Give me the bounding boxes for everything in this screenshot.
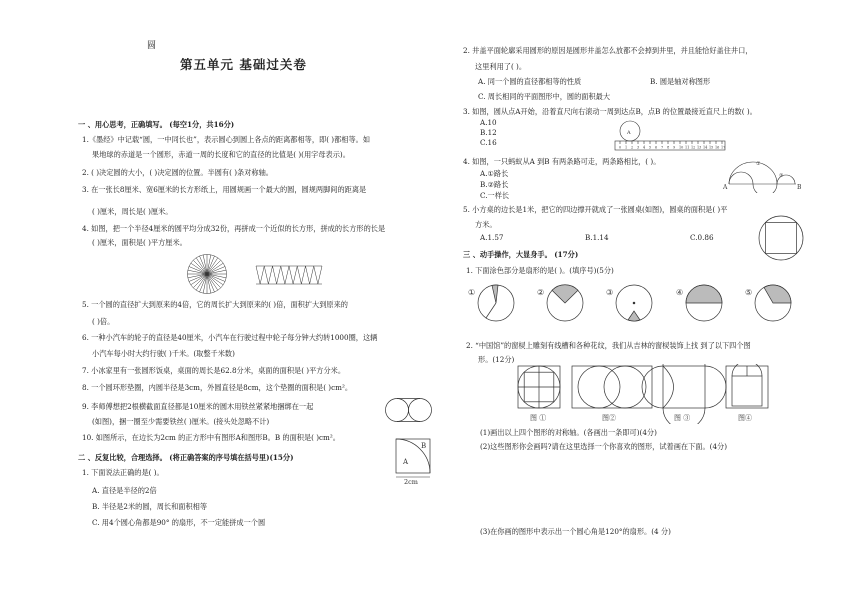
choice-2-option-c: C. 周长相同的平面图形中，圆的面积最大	[478, 92, 611, 101]
window-patterns-figure	[516, 364, 780, 424]
operation-2-sub-3: (3)在你画的图形中表示出一个圆心角是120°的扇形。(4 分)	[480, 527, 671, 536]
question-6-line-2: 小汽车每小时大约行驶( )千米。(取整千米数)	[92, 349, 235, 358]
sector-option-number: ④	[676, 288, 684, 297]
choice-1-option-b: B. 半径是2米的圆，周长和面积相等	[92, 502, 208, 511]
choice-4-option-a: A.①路长	[480, 169, 509, 178]
choice-3-stem: 3. 如图，圆从点A开始，沿着直尺向右滚动一周到达点B，点B 的位置最接近直尺上的数( )。	[463, 107, 757, 116]
question-5-line-2: ( )倍。	[92, 317, 115, 326]
choice-5-option-a: A.1.57	[480, 233, 504, 242]
question-1-line-2: 果地球的赤道是一个圆形，赤道一周的长度和它的直径的比值是( )(用字母表示)。	[92, 150, 350, 159]
ruler-tick-label: 13	[697, 145, 702, 150]
sector-option-number: ①	[468, 288, 476, 297]
section-3-heading: 三 、动手操作，大显身手。 (17分)	[463, 250, 579, 259]
sector-option-number: ③	[606, 288, 614, 297]
sector-option-number: ②	[537, 288, 545, 297]
section-1-heading: 一 、用心思考，正确填写。 (每空1分，共16分)	[78, 120, 235, 129]
question-4-line-1: 4. 如图，把一个半径4厘米的圆平均分成32份，再拼成一个近似的长方形，拼成的长方形的长是	[82, 224, 386, 233]
operation-2-sub-2: (2)这些图形你会画吗?请在这里选择一个你喜欢的图形，试着画在下面。(4分)	[480, 442, 728, 451]
operation-2-sub-1: (1)画出以上四个图形的对称轴。(各画出一条即可)(4分)	[480, 428, 657, 437]
window-pattern-label: 图 ③	[674, 414, 691, 422]
ant-label-b: B	[797, 184, 802, 191]
ruler-tick-label: 4	[643, 145, 646, 150]
choice-3-option-b: B.12	[480, 128, 497, 137]
ruler-tick-label: 5	[649, 145, 652, 150]
ant-label-a: A	[723, 184, 728, 191]
sector-options-figure	[468, 280, 798, 326]
rectangle-sawtooth	[256, 266, 322, 284]
window-pattern-label: 图 ①	[530, 414, 547, 422]
section-2-heading: 二 、反复比较，合理选择。 (将正确答案的序号填在括号里)(15分)	[78, 453, 294, 462]
ruler-label-a: A	[627, 130, 631, 136]
ruler-tick-label: 15	[709, 145, 714, 150]
choice-5-line-1: 5. 小方桌的边长是1米，把它的四边撑开就成了一张圆桌(如图)，圆桌的面积是( )平	[463, 205, 728, 214]
operation-2-line-2: 形。(12分)	[478, 355, 515, 364]
figure-label-b: B	[421, 442, 427, 450]
question-8: 8. 一个圆环形垫圈，内圆半径是3cm，外圆直径是8cm，这个垫圈的面积是( )cm²。	[82, 383, 353, 392]
question-4-line-2: ( )厘米，面积是( )平方厘米。	[92, 238, 187, 247]
choice-1-option-c: C. 用4个圆心角都是90° 的扇形，不一定能拼成一个圆	[92, 518, 266, 527]
question-6-line-1: 6. 一种小汽车的轮子的直径是40厘米，小汽车在行驶过程中轮子每分钟大约转1000圈，这辆	[82, 333, 378, 342]
choice-5-option-c: C.0.86	[690, 233, 714, 242]
choice-1-option-a: A. 直径是半径的2倍	[92, 486, 157, 495]
window-pattern-label: 图④	[738, 414, 752, 422]
figure-side-length: 2cm	[404, 478, 418, 486]
figure-label-a: A	[403, 458, 409, 466]
circle-slice-line	[193, 274, 207, 288]
ruler-tick-label: 16	[715, 145, 720, 150]
operation-1-stem: 1. 下面涂色部分是扇形的是( )。(填序号)(5分)	[466, 266, 614, 275]
round-table-figure	[755, 213, 807, 263]
choice-4-option-c: C.一样长	[480, 191, 510, 200]
choice-2-line-1: 2. 井盖平面轮廓采用圆形的原因是圆形井盖怎么放都不会掉到井里，并且能恰好盖住井口，	[463, 46, 753, 55]
question-7: 7. 小冰家里有一张圆形饭桌，桌面的周长是62.8分米，桌面的面积是( )平方分米。	[82, 366, 346, 375]
choice-2-option-a: A. 同一个圆的直径都相等的性质	[478, 77, 582, 86]
approx-rectangle-figure	[254, 263, 324, 287]
sector-option-number: ⑤	[745, 288, 753, 297]
ruler-tick-label: 8	[667, 145, 670, 150]
ruler-tick-label: 1	[625, 145, 628, 150]
ruler-figure	[612, 114, 727, 154]
question-1-line-1: 1.《墨经》中记载“圆，一中同长也”，表示圆心到圆上各点的距离都相等，即( )都相等。如	[82, 135, 371, 144]
two-logs-figure	[384, 396, 434, 424]
ant-path-1-label: ①	[756, 161, 761, 167]
ruler-tick-label: 12	[691, 145, 696, 150]
page-title: 第五单元 基础过关卷	[180, 57, 307, 72]
circle-slice-line	[207, 274, 221, 288]
question-5-line-1: 5. 一个圆的直径扩大到原来的4倍，它的周长扩大到原来的( )倍，面积扩大到原来的	[82, 300, 348, 309]
ruler-tick-label: 11	[685, 145, 690, 150]
ruler-tick-label: 0	[619, 145, 622, 150]
circle-slice-line	[193, 260, 207, 274]
question-9-line-1: 9. 李师傅想把2根横截面直径都是10厘米的圆木用铁丝紧紧地捆绑在一起	[82, 402, 314, 411]
choice-2-line-2: 这里利用了( )。	[475, 62, 527, 71]
question-3-line-1: 3. 在一张长8厘米、宽6厘米的长方形纸上，用圆规画一个最大的圆，圆规两脚间的距离是	[82, 185, 367, 194]
ruler-tick-label: 7	[661, 145, 664, 150]
question-10: 10. 如图所示，在边长为2cm 的正方形中有图形A和图形B。B 的面积是( )cm²。	[82, 433, 340, 442]
ant-path-2-label: ②	[779, 173, 784, 179]
question-2: 2. ( )决定圆的大小，( )决定圆的位置。半圆有( )条对称轴。	[82, 168, 273, 177]
circle-slice-line	[207, 260, 221, 274]
question-3-line-2: ( )厘米，周长是( )厘米。	[92, 207, 173, 216]
question-9-line-2: (如图)，捆一圈至少需要铁丝( )厘米。(接头处忽略不计)	[92, 417, 270, 426]
square-ab-figure	[392, 436, 436, 486]
choice-1-stem: 1. 下面说法正确的是( )。	[82, 468, 164, 477]
choice-3-option-c: C.16	[480, 138, 497, 147]
operation-2-line-1: 2. “中国馆”的窗棂上雕刻有线槽和各种花纹，我们从吉林的窗棂装饰上找 到了以下四个图	[466, 341, 751, 350]
ruler-tick-label: 2	[631, 145, 634, 150]
choice-5-option-b: B.1.14	[585, 233, 609, 242]
ruler-tick-label: 6	[655, 145, 658, 150]
sliced-circle-figure	[186, 253, 228, 295]
choice-4-option-b: B.②路长	[480, 180, 509, 189]
ruler-tick-label: 9	[673, 145, 676, 150]
choice-5-line-2: 方米。	[475, 220, 497, 229]
ruler-tick-label: 14	[703, 145, 708, 150]
ruler-tick-label: 10	[679, 145, 684, 150]
ruler-tick-label: 17	[721, 145, 726, 150]
choice-4-stem: 4. 如图，一只蚂蚁从A 到B 有两条路可走，两条路相比，( )。	[463, 157, 661, 166]
ruler-tick-label: 3	[637, 145, 640, 150]
unit-char: 圆	[147, 41, 157, 51]
ant-paths-figure	[722, 155, 804, 193]
choice-2-option-b: B. 圆是轴对称图形	[650, 77, 711, 86]
choice-3-option-a: A.10	[480, 118, 497, 127]
window-pattern-label: 图②	[602, 414, 616, 422]
